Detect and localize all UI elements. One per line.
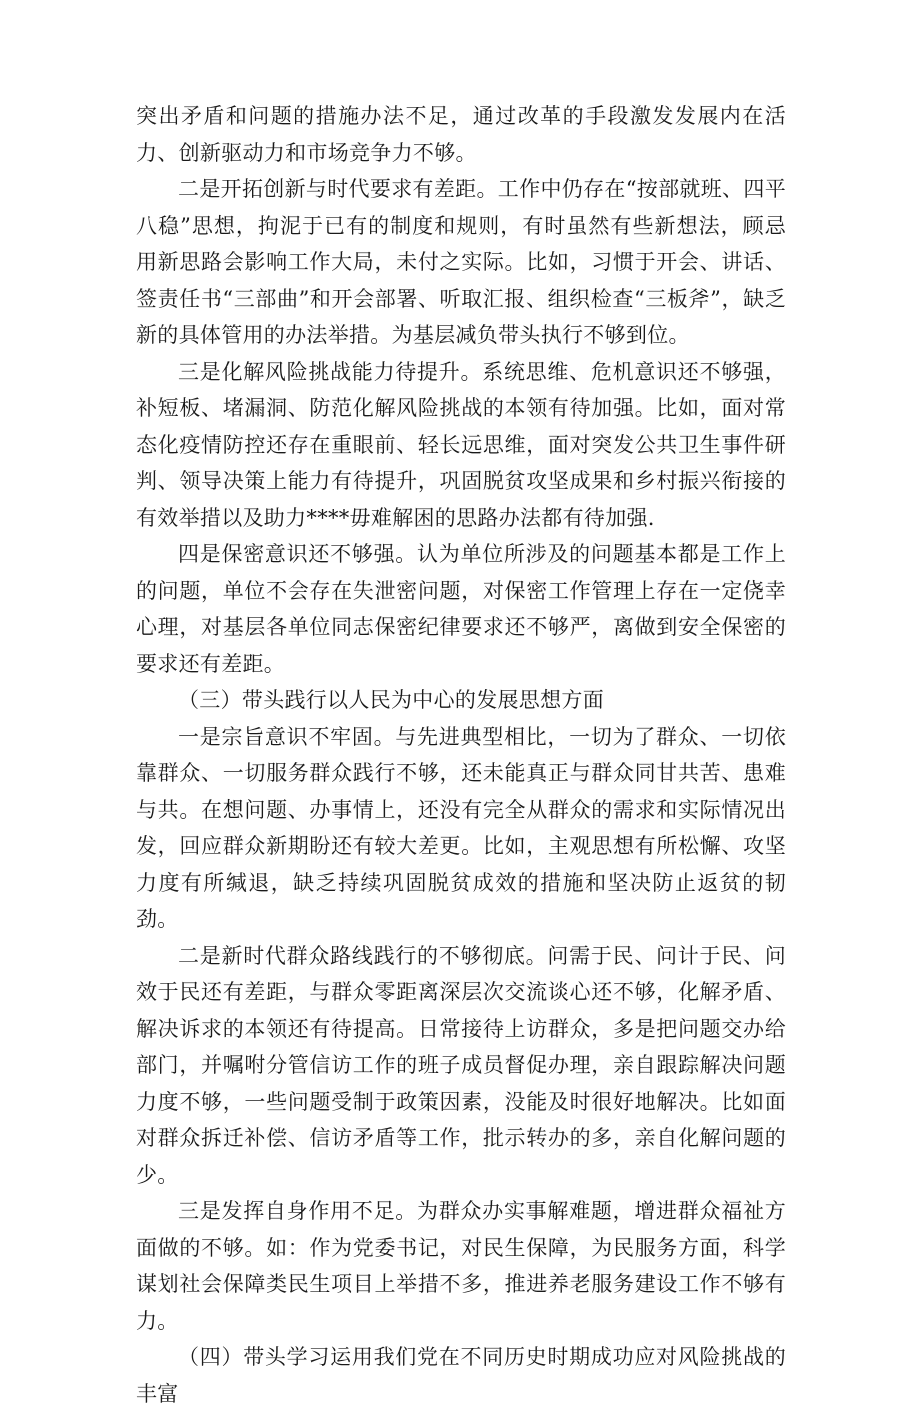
paragraph-continuation: 突出矛盾和问题的措施办法不足，通过改革的手段激发发展内在活力、创新驱动力和市场竞争力不够。	[136, 104, 786, 165]
paragraph-mass-line: 二是新时代群众路线践行的不够彻底。问需于民、问计于民、问效于民还有差距，与群众零距离深层次交流谈心还不够，化解矛盾、解决诉求的本领还有待提高。日常接待上访群众，多是把问题交办给部门，并嘱咐分管信访工作的班子成员督促办理，亲自跟踪解决问题力度不够，一些问题受制于政策因素，没能及时很好地解决。比如面对群众拆迁补偿、信访矛盾等工作，批示转办的多，亲自化解问题的少。	[136, 943, 786, 1187]
paragraph-personal-role: 三是发挥自身作用不足。为群众办实事解难题，增进群众福祉方面做的不够。如：作为党委书记，对民生保障，为民服务方面，科学谋划社会保障类民生项目上举措不多，推进养老服务建设工作不够有力。	[136, 1199, 786, 1333]
document-body	[136, 98, 786, 1412]
paragraph-purpose-awareness: 一是宗旨意识不牢固。与先进典型相比，一切为了群众、一切依靠群众、一切服务群众践行不够，还未能真正与群众同甘共苦、患难与共。在想问题、办事情上，还没有完全从群众的需求和实际情况出发，回应群众新期盼还有较大差更。比如，主观思想有所松懈、攻坚力度有所缄退，缺乏持续巩固脱贫成效的措施和坚决防止返贫的韧劲。	[136, 724, 786, 931]
paragraph-confidentiality: 四是保密意识还不够强。认为单位所涉及的问题基本都是工作上的问题，单位不会存在失泄密问题，对保密工作管理上存在一定侥幸心理，对基层各单位同志保密纪律要求还不够严，离做到安全保密的要求还有差距。	[136, 542, 786, 676]
paragraph-risk-resolution: 三是化解风险挑战能力待提升。系统思维、危机意识还不够强，补短板、堵漏洞、防范化解风险挑战的本领有待加强。比如，面对常态化疫情防控还存在重眼前、轻长远思维，面对突发公共卫生事件研判、领导决策上能力有待提升，巩固脱贫攻坚成果和乡村振兴衔接的有效举措以及助力****毋难解困的思路办法都有待加强.	[136, 359, 786, 530]
paragraph-innovation-gap: 二是开拓创新与时代要求有差距。工作中仍存在“按部就班、四平八稳”思想，拘泥于已有的制度和规则，有时虽然有些新想法，顾忌用新思路会影响工作大局，未付之实际。比如，习惯于开会、讲话、签责任书“三部曲”和开会部署、听取汇报、组织检查“三板斧”，缺乏新的具体管用的办法举措。为基层减负带头执行不够到位。	[136, 177, 786, 347]
section-heading-4: （四）带头学习运用我们党在不同历史时期成功应对风险挑战的丰富	[136, 1345, 786, 1406]
section-heading-3: （三）带头践行以人民为中心的发展思想方面	[178, 688, 604, 712]
